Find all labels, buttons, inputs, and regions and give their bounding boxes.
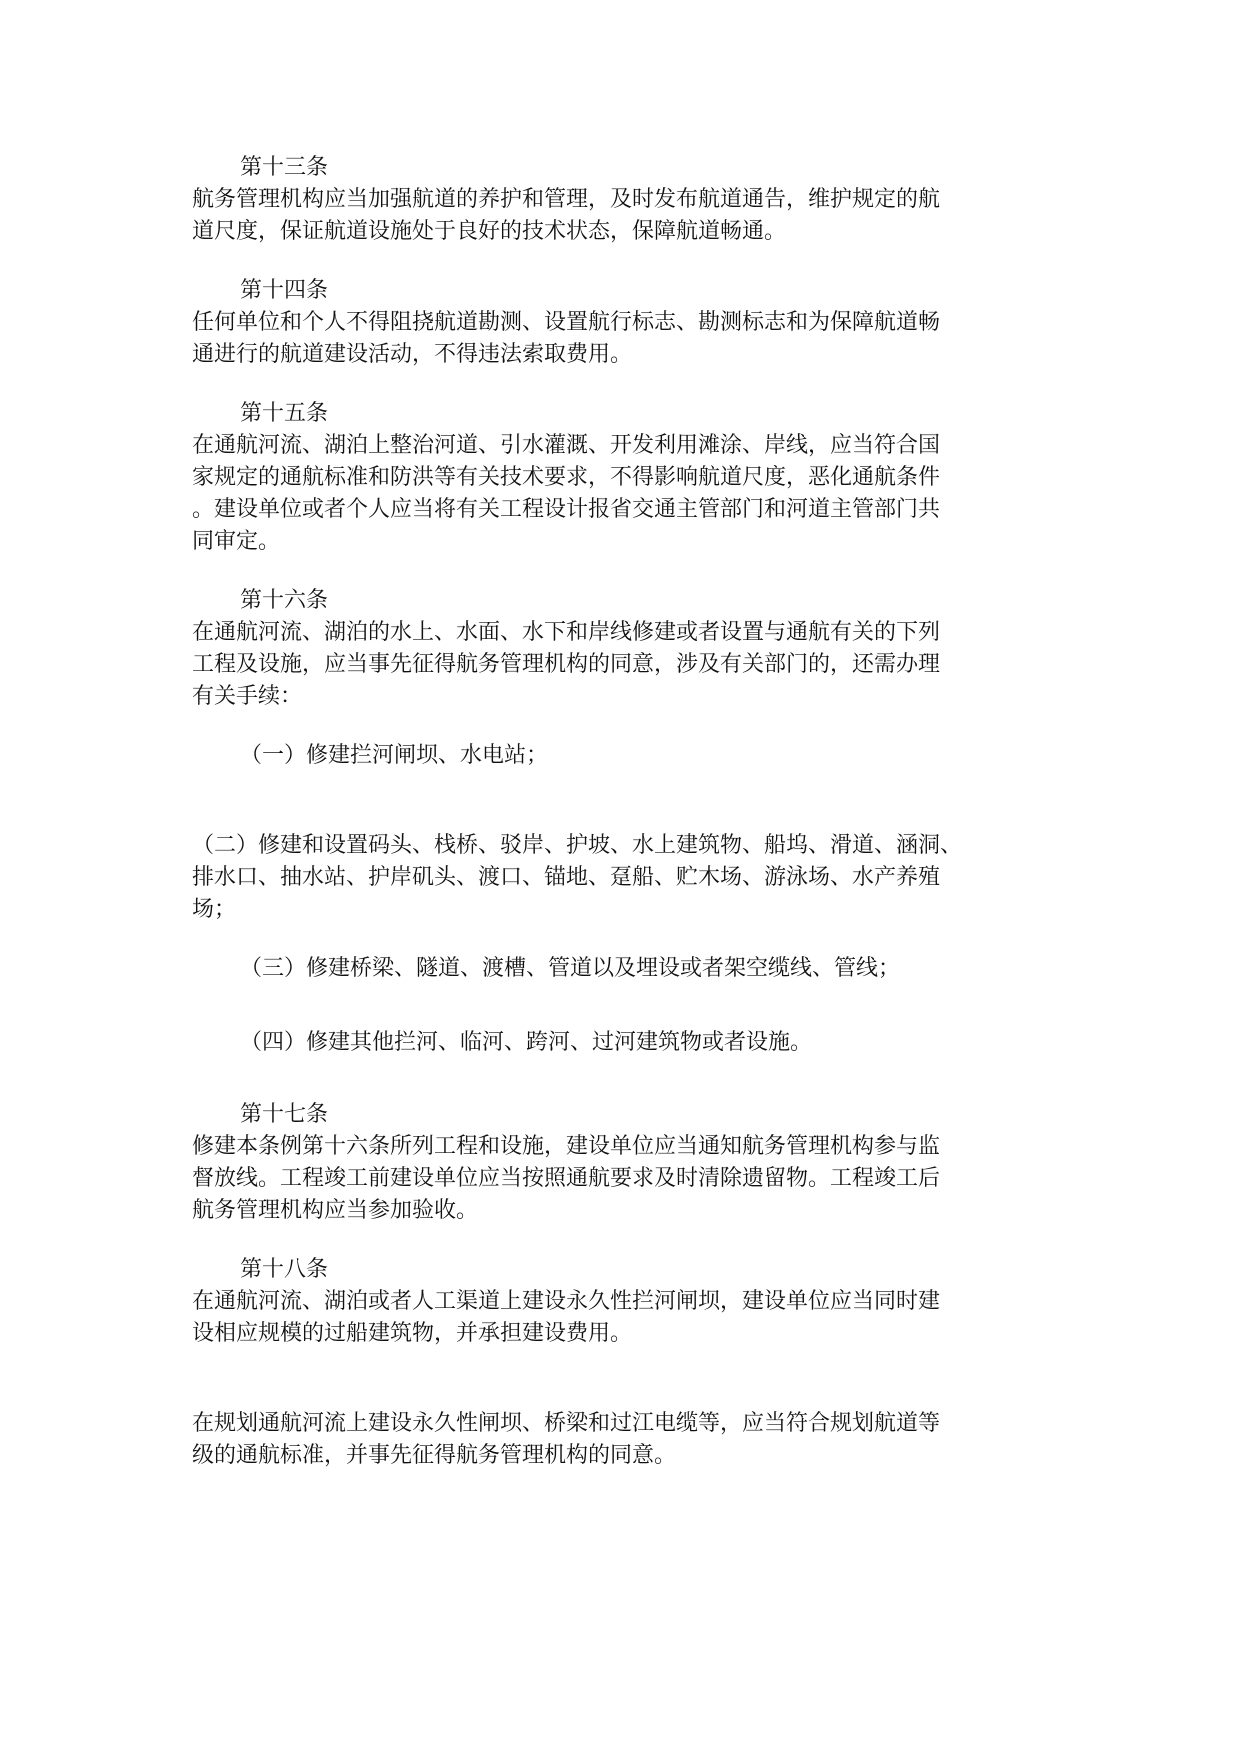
article-16-item-2-line-3: 场； <box>192 897 237 922</box>
article-17-line-1: 修建本条例第十六条所列工程和设施，建设单位应当通知航务管理机构参与监 <box>192 1134 941 1159</box>
article-18-line-2: 设相应规模的过船建筑物，并承担建设费用。 <box>192 1321 633 1346</box>
article-15-line-1: 在通航河流、湖泊上整治河道、引水灌溉、开发利用滩涂、岸线，应当符合国 <box>192 433 941 458</box>
article-16-item-1: （一）修建拦河闸坝、水电站； <box>240 743 549 768</box>
article-13-line-1: 航务管理机构应当加强航道的养护和管理，及时发布航道通告，维护规定的航 <box>192 187 941 212</box>
article-13-heading: 第十三条 <box>240 155 329 180</box>
article-14-line-2: 通进行的航道建设活动，不得违法索取费用。 <box>192 342 633 367</box>
article-14-line-1: 任何单位和个人不得阻挠航道勘测、设置航行标志、勘测标志和为保障航道畅 <box>192 310 941 335</box>
article-18-line-1: 在通航河流、湖泊或者人工渠道上建设永久性拦河闸坝，建设单位应当同时建 <box>192 1289 941 1314</box>
final-paragraph-line-2: 级的通航标准，并事先征得航务管理机构的同意。 <box>192 1443 677 1468</box>
article-15-heading: 第十五条 <box>240 401 329 426</box>
article-15-line-3: 。建设单位或者个人应当将有关工程设计报省交通主管部门和河道主管部门共 <box>192 497 941 522</box>
article-15-line-4: 同审定。 <box>192 529 281 554</box>
article-18-heading: 第十八条 <box>240 1257 329 1282</box>
article-13-line-2: 道尺度，保证航道设施处于良好的技术状态，保障航道畅通。 <box>192 219 787 244</box>
article-17-line-2: 督放线。工程竣工前建设单位应当按照通航要求及时清除遗留物。工程竣工后 <box>192 1166 941 1191</box>
article-16-heading: 第十六条 <box>240 588 329 613</box>
article-16-item-2-line-1: （二）修建和设置码头、栈桥、驳岸、护坡、水上建筑物、船坞、滑道、涵洞、 <box>192 833 963 858</box>
article-16-item-2-line-2: 排水口、抽水站、护岸矶头、渡口、锚地、趸船、贮木场、游泳场、水产养殖 <box>192 865 941 890</box>
article-14-heading: 第十四条 <box>240 278 329 303</box>
article-16-line-1: 在通航河流、湖泊的水上、水面、水下和岸线修建或者设置与通航有关的下列 <box>192 620 941 645</box>
article-16-line-2: 工程及设施，应当事先征得航务管理机构的同意，涉及有关部门的，还需办理 <box>192 652 941 677</box>
article-17-heading: 第十七条 <box>240 1102 329 1127</box>
article-16-item-3: （三）修建桥梁、隧道、渡槽、管道以及埋设或者架空缆线、管线； <box>240 956 901 981</box>
article-16-item-4: （四）修建其他拦河、临河、跨河、过河建筑物或者设施。 <box>240 1030 813 1055</box>
article-17-line-3: 航务管理机构应当参加验收。 <box>192 1198 479 1223</box>
final-paragraph-line-1: 在规划通航河流上建设永久性闸坝、桥梁和过江电缆等，应当符合规划航道等 <box>192 1411 941 1436</box>
article-15-line-2: 家规定的通航标准和防洪等有关技术要求，不得影响航道尺度，恶化通航条件 <box>192 465 941 490</box>
article-16-line-3: 有关手续： <box>192 684 303 709</box>
